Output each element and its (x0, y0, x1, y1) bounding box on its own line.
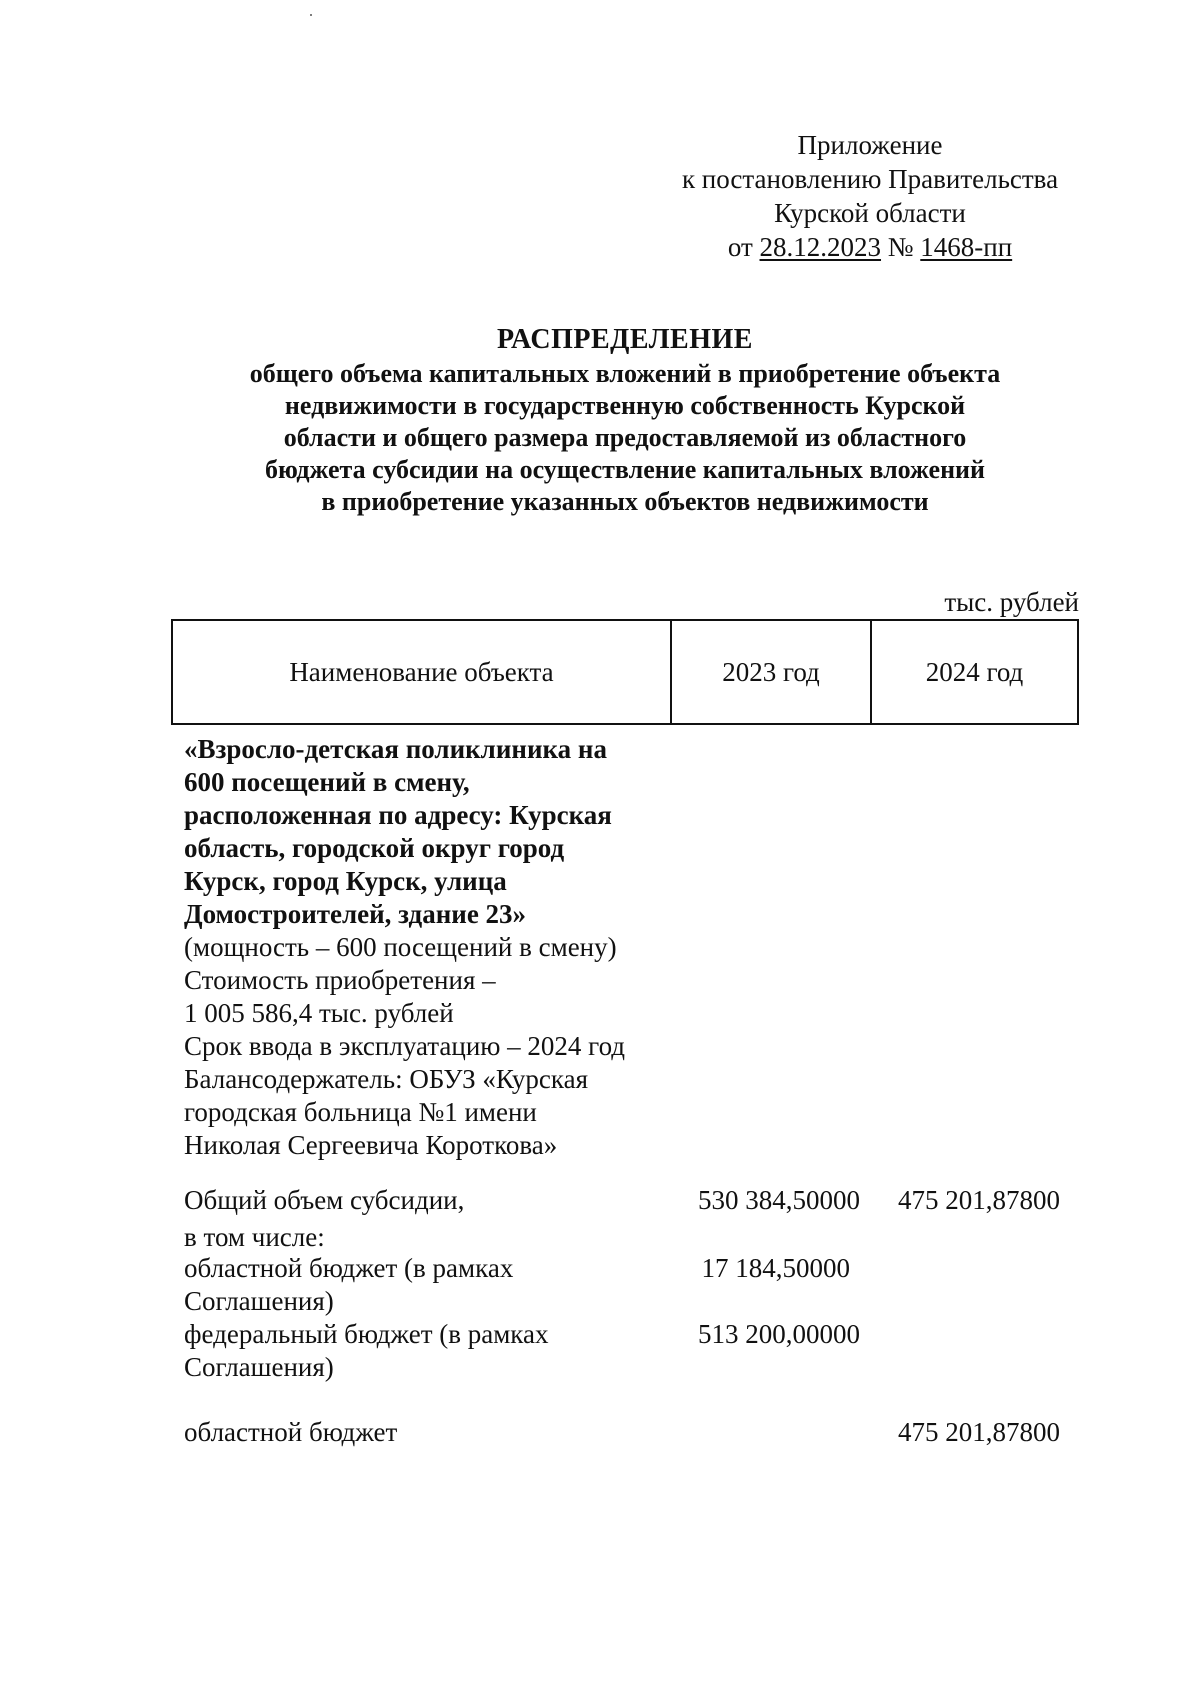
appendix-date-line (620, 230, 1120, 264)
header-2024-label: 2024 год (925, 656, 1024, 687)
scan-speck (310, 14, 312, 16)
resolution-date: 28.12.2023 (759, 232, 882, 262)
appendix-line-1: Приложение (797, 130, 943, 160)
resolution-number: 1468-пп (920, 232, 1013, 262)
row-regional-agreement-label-2: Соглашения) (184, 1286, 334, 1316)
header-2023-label: 2023 год (722, 657, 820, 687)
table-header-row (172, 620, 1078, 724)
title-line-1: общего объема капитальных вложений в приобретение объекта (249, 359, 1001, 388)
table-header (171, 619, 1079, 725)
row-total-2024: 475 201,87800 (898, 1185, 1060, 1215)
object-description (184, 733, 625, 1162)
header-cell-2023 (671, 620, 871, 724)
row-total-2023: 530 384,50000 (698, 1185, 860, 1215)
row-federal-agreement-label: федеральный бюджет (в рамках (184, 1319, 549, 1349)
title-line-4: бюджета субсидии на осуществление капитальных вложений (264, 455, 986, 484)
title-line-2: недвижимости в государственную собственность Курской (284, 391, 966, 420)
row-including-label: в том числе: (184, 1222, 325, 1252)
object-name-line: «Взросло-детская поликлиника на (184, 734, 607, 764)
appendix-line-3: Курской области (774, 198, 966, 228)
appendix-line-2: к постановлению Правительства (681, 164, 1059, 194)
document-title (90, 322, 1160, 518)
title-line-5: в приобретение указанных объектов недвижимости (321, 487, 929, 516)
row-total-label: Общий объем субсидии, (184, 1185, 465, 1215)
date-prefix: от (727, 232, 753, 262)
object-commissioning: Срок ввода в эксплуатацию – 2024 год (184, 1031, 626, 1061)
header-cell-2024 (871, 620, 1078, 724)
row-regional-agreement-2023: 17 184,50000 (701, 1253, 850, 1283)
row-regional-2024: 475 201,87800 (898, 1417, 1060, 1447)
object-name-line: область, городской округ город (184, 833, 565, 863)
object-holder-line: Балансодержатель: ОБУЗ «Курская (184, 1064, 588, 1094)
row-federal-agreement-2023: 513 200,00000 (698, 1319, 860, 1349)
number-prefix: № (887, 232, 914, 262)
row-regional-agreement-label: областной бюджет (в рамках (184, 1253, 514, 1283)
object-capacity: (мощность – 600 посещений в смену) (184, 932, 617, 962)
object-cost-value: 1 005 586,4 тыс. рублей (184, 998, 454, 1028)
object-name-line: Домостроителей, здание 23» (184, 899, 527, 929)
header-name-label: Наименование объекта (289, 656, 554, 687)
appendix-header (620, 128, 1120, 264)
object-holder-line: Николая Сергеевича Короткова» (184, 1130, 558, 1160)
object-name-line: 600 посещений в смену, (184, 767, 470, 797)
row-regional-label: областной бюджет (184, 1417, 398, 1447)
object-name-line: Курск, город Курск, улица (184, 866, 507, 896)
object-holder-line: городская больница №1 имени (184, 1097, 537, 1127)
units-label: тыс. рублей (944, 587, 1079, 617)
title-line-3: области и общего размера предоставляемой из областного (283, 423, 967, 452)
object-name-line: расположенная по адресу: Курская (184, 800, 612, 830)
header-cell-name (172, 620, 671, 724)
row-federal-agreement-label-2: Соглашения) (184, 1352, 334, 1382)
object-cost-label: Стоимость приобретения – (184, 965, 496, 995)
title-main: РАСПРЕДЕЛЕНИЕ (497, 324, 753, 355)
